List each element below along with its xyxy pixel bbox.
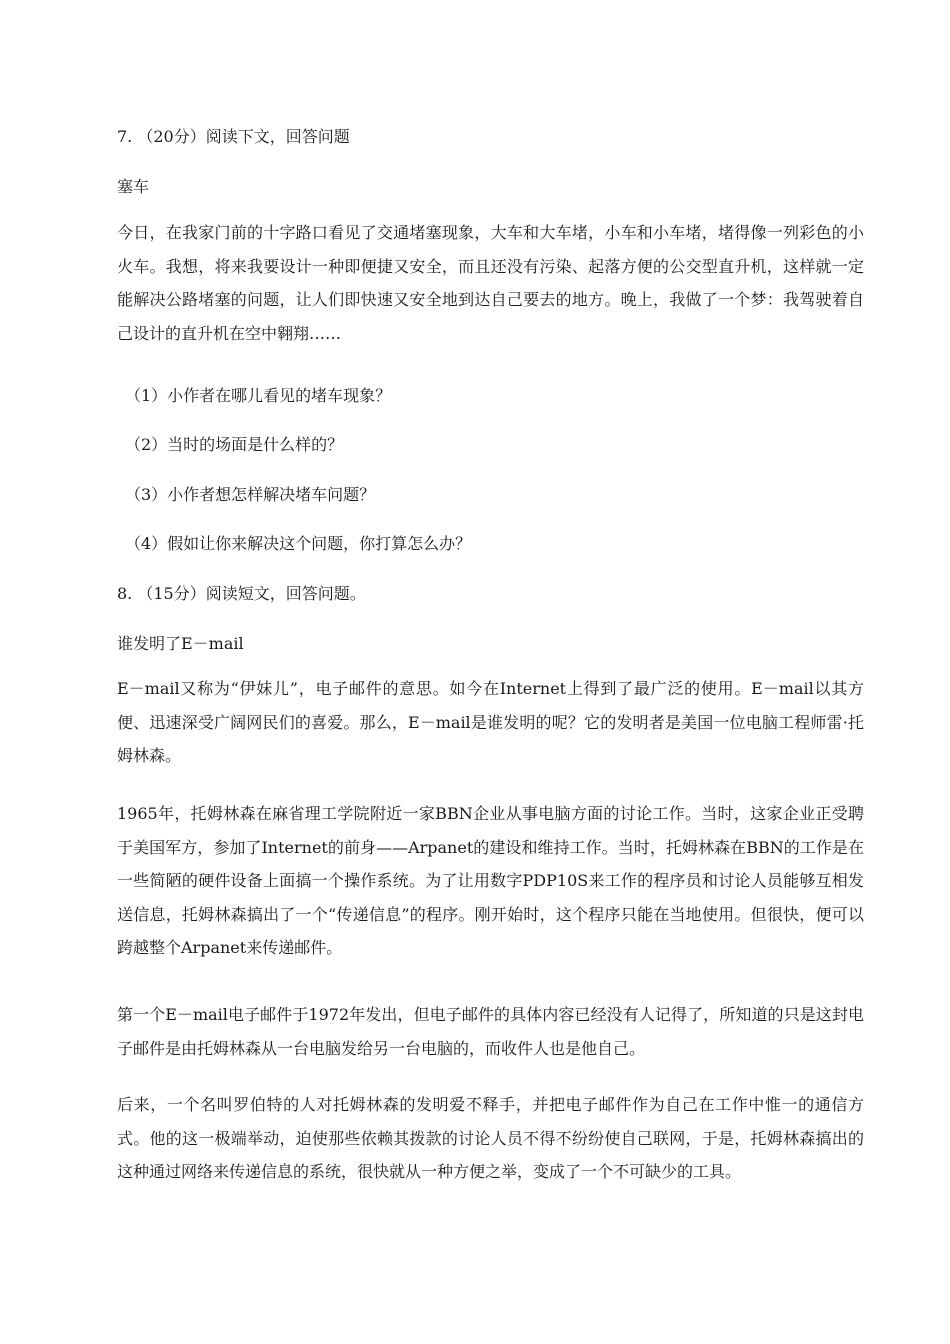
q7-question-3: （3）小作者想怎样解决堵车问题？	[125, 485, 376, 504]
q8-title: 谁发明了E－mail	[117, 634, 244, 653]
q8-paragraph-3: 第一个E－mail电子邮件于1972年发出，但电子邮件的具体内容已经没有人记得了，所知道的只是这封电子邮件是由托姆林森从一台电脑发给另一台电脑的，而收件人也是他自己。	[117, 1005, 864, 1058]
q8-paragraph-1: E－mail又称为“伊妹儿”，电子邮件的意思。如今在Internet上得到了最广泛的使用。E－mail以其方便、迅速深受广阔网民们的喜爱。那么，E－mail是谁发明的呢？它的发明者是美国一位电脑工程师雷·托姆林森。	[117, 679, 864, 765]
q7-heading: 7. （20分）阅读下文，回答问题	[117, 127, 350, 146]
q7-passage: 今日，在我家门前的十字路口看见了交通堵塞现象，大车和大车堵，小车和小车堵，堵得像一列彩色的小火车。我想，将来我要设计一种即便捷又安全，而且还没有污染、起落方便的公交型直升机，这样就一定能解决公路堵塞的问题，让人们即快速又安全地到达自己要去的地方。晚上，我做了一个梦：我驾驶着自己设计的直升机在空中翱翔……	[117, 223, 864, 343]
q7-question-2: （2）当时的场面是什么样的？	[125, 435, 344, 454]
q8-paragraph-2: 1965年，托姆林森在麻省理工学院附近一家BBN企业从事电脑方面的讨论工作。当时，这家企业正受聘于美国军方，参加了Internet的前身——Arpanet的建设和维持工作。当时，托姆林森在BBN的工作是在一些简陋的硬件设备上面搞一个操作系统。为了让用数字PDP10S来工作的程序员和讨论人员能够互相发送信息，托姆林森搞出了一个“传递信息”的程序。刚开始时，这个程序只能在当地使用。但很快，便可以跨越整个Arpanet来传递邮件。	[117, 804, 864, 957]
q7-question-1: （1）小作者在哪儿看见的堵车现象？	[125, 386, 392, 405]
q8-heading: 8. （15分）阅读短文，回答问题。	[117, 584, 366, 603]
q7-title: 塞车	[117, 177, 150, 196]
q7-question-4: （4）假如让你来解决这个问题，你打算怎么办？	[125, 534, 472, 553]
q8-paragraph-4: 后来，一个名叫罗伯特的人对托姆林森的发明爱不释手，并把电子邮件作为自己在工作中惟一的通信方式。他的这一极端举动，迫使那些依赖其拨款的讨论人员不得不纷纷使自己联网，于是，托姆林森搞出的这种通过网络来传递信息的系统，很快就从一种方便之举，变成了一个不可缺少的工具。	[117, 1095, 864, 1181]
